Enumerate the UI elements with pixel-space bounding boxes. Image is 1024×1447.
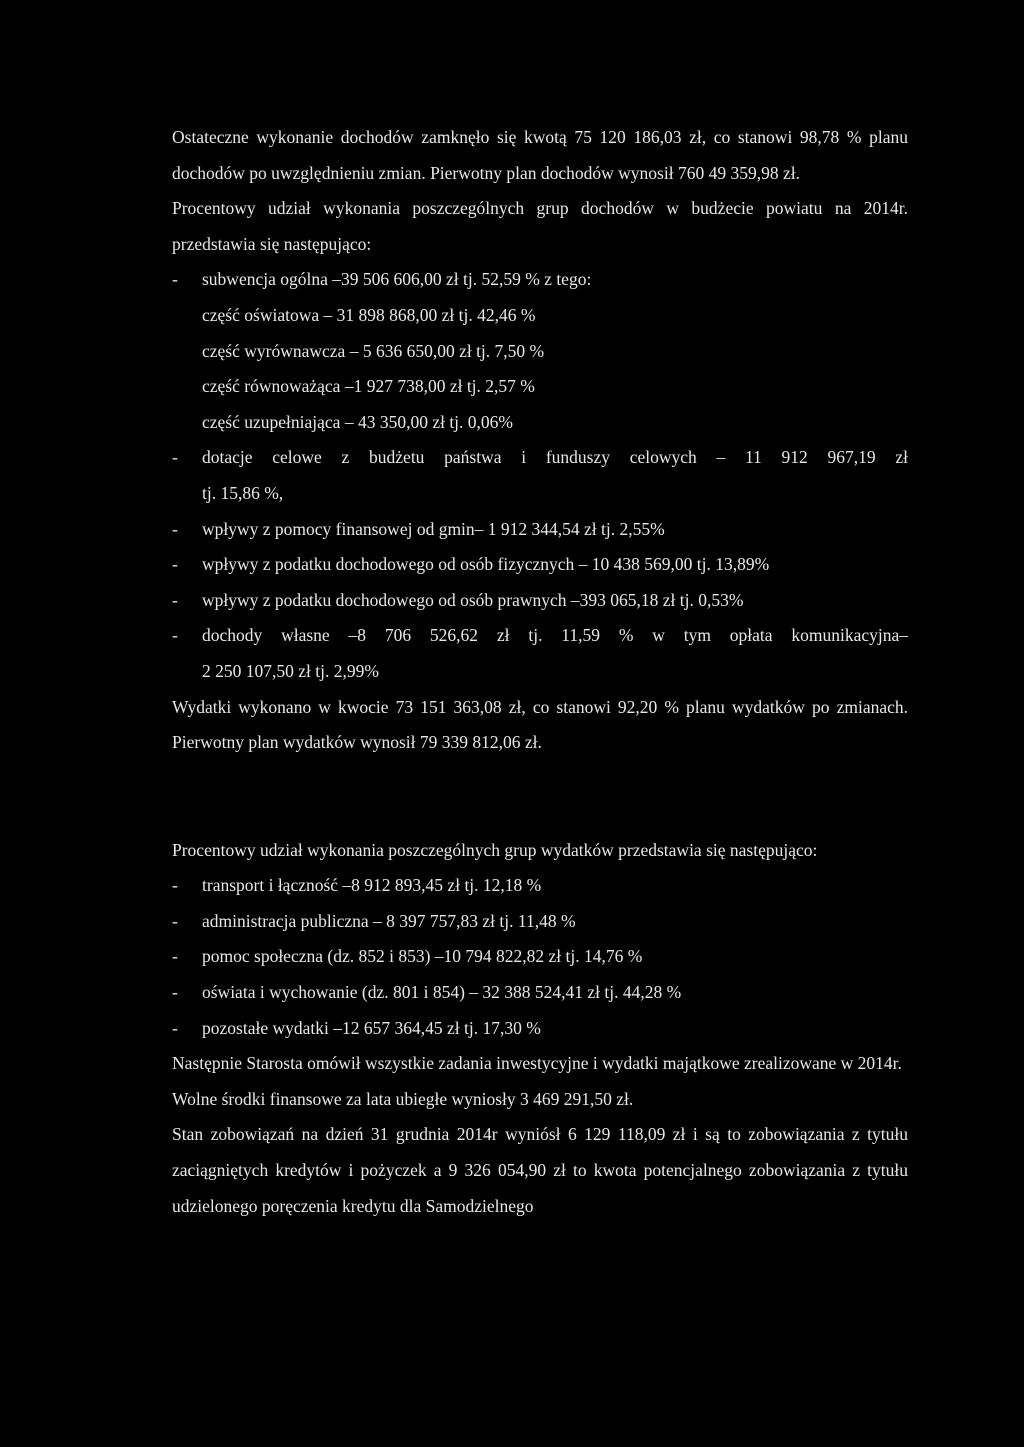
dash-bullet: - [172, 518, 178, 539]
investment-paragraph: Następnie Starosta omówił wszystkie zadania inwestycyjne i wydatki majątkowe zrealizowane w 2014r. [172, 1053, 902, 1074]
list-item [172, 868, 908, 904]
list-item-text-continuation: tj. 15,86 %, [202, 482, 284, 503]
dash-bullet: - [172, 589, 178, 610]
dash-bullet: - [172, 625, 178, 646]
expense-groups-intro: Procentowy udział wykonania poszczególnych grup wydatków przedstawia się następująco: [172, 839, 818, 860]
list-item [172, 939, 908, 975]
list-item [172, 583, 908, 619]
list-item-text: oświata i wychowanie (dz. 801 i 854) – 32 388 524,41 zł tj. 44,28 % [202, 982, 682, 1003]
dash-bullet: - [172, 269, 178, 290]
list-item-text: administracja publiczna – 8 397 757,83 zł tj. 11,48 % [202, 910, 576, 931]
list-item-text: pozostałe wydatki –12 657 364,45 zł tj. 17,30 % [202, 1017, 541, 1038]
list-item-text: transport i łączność –8 912 893,45 zł tj. 12,18 % [202, 875, 542, 896]
sub-item: część uzupełniająca – 43 350,00 zł tj. 0,06% [202, 411, 514, 432]
list-item [172, 975, 908, 1011]
list-item-text-continuation: 2 250 107,50 zł tj. 2,99% [202, 660, 379, 681]
dash-bullet: - [172, 982, 178, 1003]
list-item-text: wpływy z podatku dochodowego od osób fizycznych – 10 438 569,00 tj. 13,89% [202, 554, 770, 575]
dash-bullet: - [172, 946, 178, 967]
list-item-text: subwencja ogólna –39 506 606,00 zł tj. 52,59 % z tego: [202, 269, 592, 290]
list-item [172, 440, 908, 511]
free-funds-paragraph: Wolne środki finansowe za lata ubiegłe wyniosły 3 469 291,50 zł. [172, 1088, 634, 1109]
sub-item: część wyrównawcza – 5 636 650,00 zł tj. 7,50 % [202, 340, 545, 361]
income-groups-intro: Procentowy udział wykonania poszczególnych grup dochodów w budżecie powiatu na 2014r. przedstawia się następująco: [172, 198, 908, 254]
dash-bullet: - [172, 910, 178, 931]
sub-item: część oświatowa – 31 898 868,00 zł tj. 42,46 % [202, 304, 536, 325]
liabilities-paragraph: Stan zobowiązań na dzień 31 grudnia 2014r wyniósł 6 129 118,09 zł i są to zobowiązania z tytułu zaciągniętych kredytów i pożyczek a 9 326 054,90 zł to kwota potencjalnego zobowiązania z tytułu udzielonego poręczenia kredytu dla Samodzielnego [172, 1124, 908, 1216]
dash-bullet: - [172, 1017, 178, 1038]
list-item [172, 1011, 908, 1047]
list-item [172, 262, 908, 298]
income-summary-paragraph: Ostateczne wykonanie dochodów zamknęło się kwotą 75 120 186,03 zł, co stanowi 98,78 % planu dochodów po uwzględnieniu zmian. Pierwotny plan dochodów wynosił 760 49 359,98 zł. [172, 127, 908, 183]
list-item-text: dochody własne –8 706 526,62 zł tj. 11,59 % w tym opłata komunikacyjna– [202, 625, 908, 646]
paragraph-gap [172, 761, 908, 833]
list-item [172, 547, 908, 583]
dash-bullet: - [172, 447, 178, 468]
expenses-summary-paragraph: Wydatki wykonano w kwocie 73 151 363,08 zł, co stanowi 92,20 % planu wydatków po zmianach. Pierwotny plan wydatków wynosił 79 339 812,06 zł. [172, 696, 908, 753]
list-item-text: wpływy z pomocy finansowej od gmin– 1 912 344,54 zł tj. 2,55% [202, 518, 665, 539]
dash-bullet: - [172, 875, 178, 896]
document-page [172, 120, 908, 1224]
list-item-text: pomoc społeczna (dz. 852 i 853) –10 794 822,82 zł tj. 14,76 % [202, 946, 643, 967]
list-item [172, 512, 908, 548]
list-item-text: wpływy z podatku dochodowego od osób prawnych –393 065,18 zł tj. 0,53% [202, 589, 744, 610]
sub-item: część równoważąca –1 927 738,00 zł tj. 2,57 % [202, 376, 535, 397]
dash-bullet: - [172, 554, 178, 575]
list-item [172, 904, 908, 940]
list-item-text: dotacje celowe z budżetu państwa i funduszy celowych – 11 912 967,19 zł [202, 447, 908, 468]
list-item [172, 618, 908, 689]
